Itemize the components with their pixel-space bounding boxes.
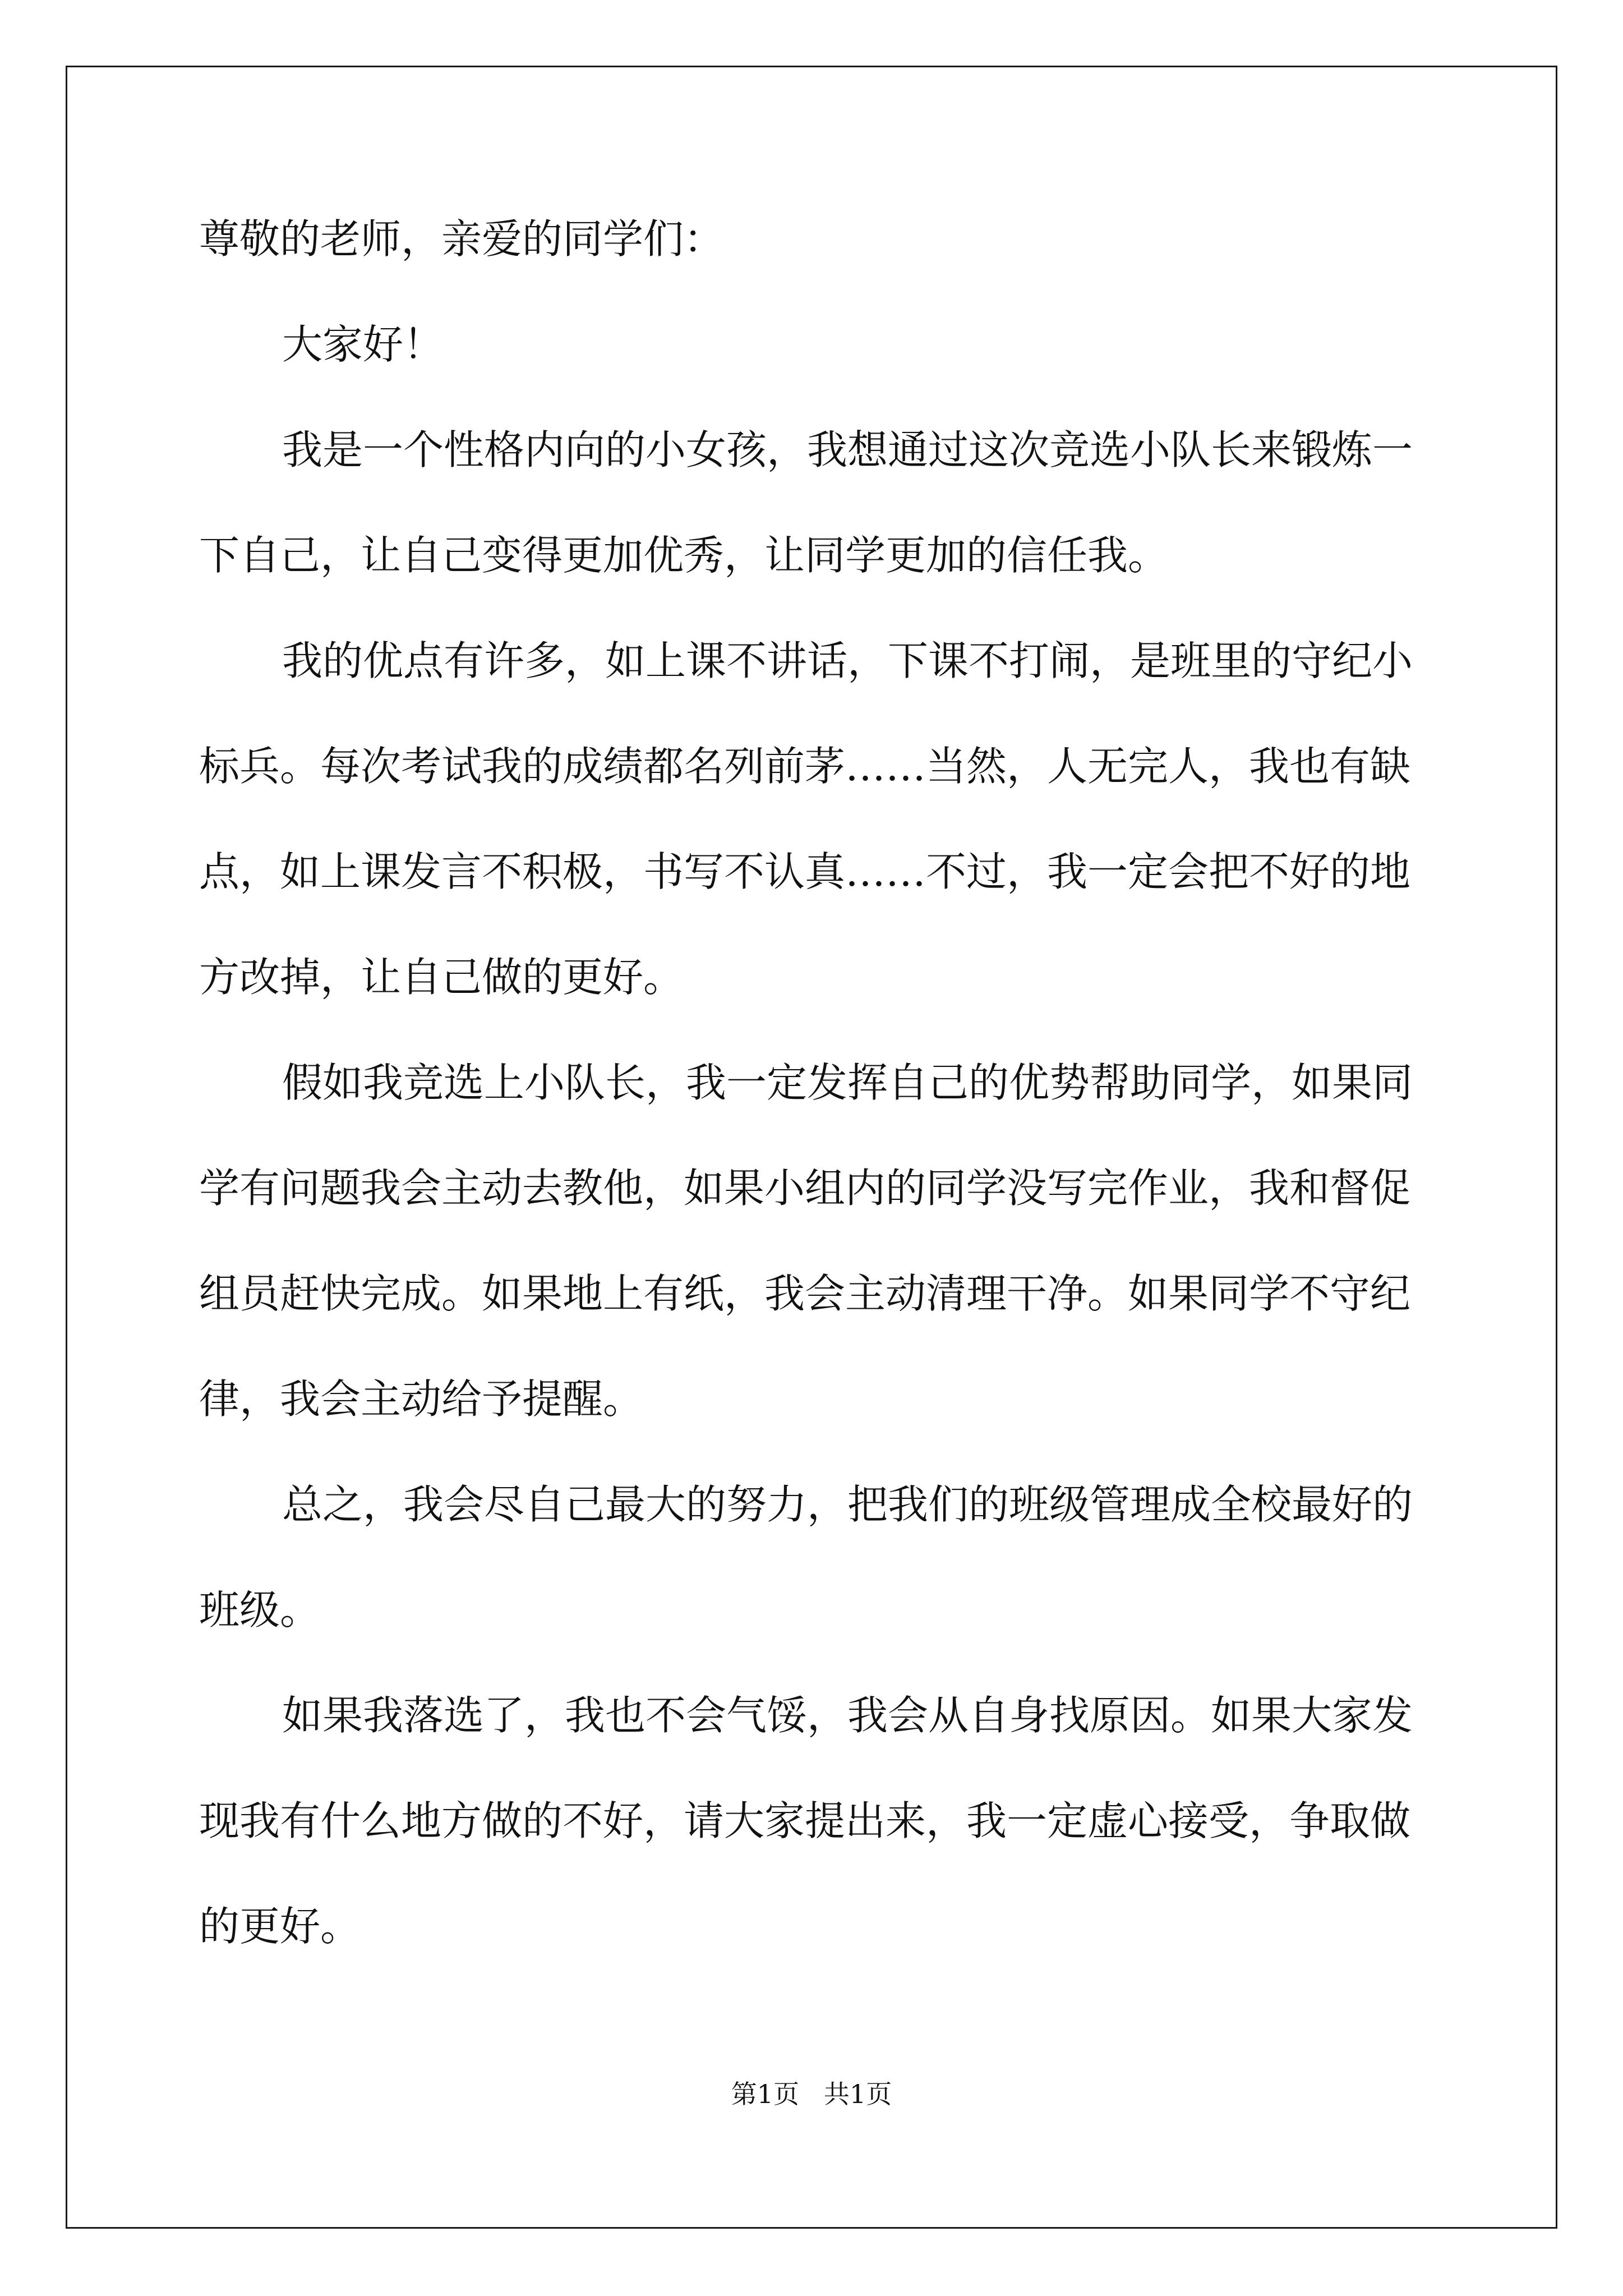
paragraph-line: 方改掉，让自己做的更好。 [199, 954, 684, 1001]
paragraph-line: 假如我竞选上小队长，我一定发挥自己的优势帮助同学，如果同 [282, 1059, 1413, 1106]
paragraph-line: 组员赶快完成。如果地上有纸，我会主动清理干净。如果同学不守纪 [199, 1270, 1411, 1317]
paragraph-line: 标兵。每次考试我的成绩都名列前茅……当然，人无完人，我也有缺 [199, 743, 1411, 790]
paragraph-line: 的更好。 [199, 1903, 361, 1950]
salutation-line: 尊敬的老师，亲爱的同学们： [199, 215, 725, 263]
paragraph-line: 总之，我会尽自己最大的努力，把我们的班级管理成全校最好的 [282, 1481, 1413, 1528]
paragraph-line: 现我有什么地方做的不好，请大家提出来，我一定虚心接受，争取做 [199, 1797, 1411, 1844]
document-body [199, 215, 1433, 2012]
paragraph-line: 班级。 [199, 1586, 321, 1634]
page-number-footer: 第1页 共1页 [731, 2079, 892, 2109]
paragraph-line: 我是一个性格内向的小女孩，我想通过这次竞选小队长来锻炼一 [282, 426, 1413, 473]
paragraph-line: 点，如上课发言不积极，书写不认真……不过，我一定会把不好的地 [199, 848, 1411, 895]
paragraph-line: 下自己，让自己变得更加优秀，让同学更加的信任我。 [199, 532, 1169, 579]
paragraph-line: 我的优点有许多，如上课不讲话，下课不打闹，是班里的守纪小 [282, 637, 1413, 684]
greeting-line: 大家好！ [282, 321, 444, 368]
paragraph-line: 学有问题我会主动去教他，如果小组内的同学没写完作业，我和督促 [199, 1165, 1411, 1212]
paragraph-line: 律，我会主动给予提醒。 [199, 1375, 644, 1423]
paragraph-line: 如果我落选了，我也不会气馁，我会从自身找原因。如果大家发 [282, 1692, 1413, 1739]
